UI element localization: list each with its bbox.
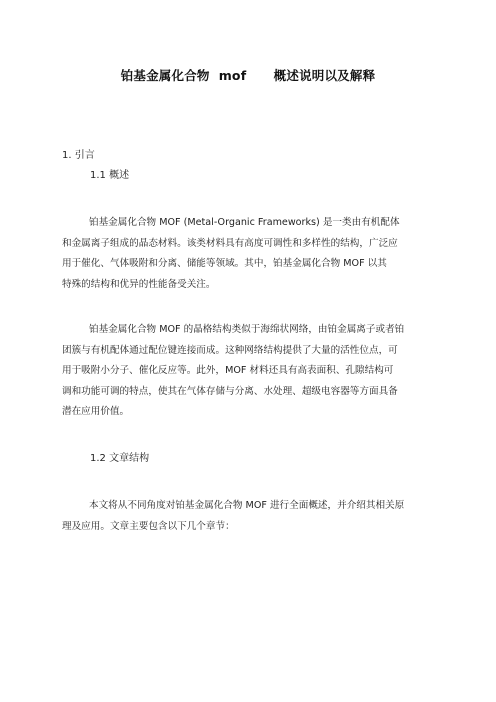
paragraph-line: 铂基金属化合物 MOF 的晶格结构类似于海绵状网络，由铂金属离子或者铂 xyxy=(89,324,405,335)
paragraph-line: 理及应用。文章主要包含以下几个章节： xyxy=(62,520,235,532)
paragraph-overview-1 xyxy=(62,213,434,295)
paragraph-line: 调和功能可调的特点，使其在气体存储与分离、水处理、超级电容器等方面具备 xyxy=(62,385,398,397)
paragraph-line: 和金属离子组成的晶态材料。该类材料具有高度可调性和多样性的结构，广泛应 xyxy=(62,237,398,249)
paragraph-overview-2 xyxy=(62,320,434,423)
paragraph-line: 潜在应用价值。 xyxy=(62,406,130,417)
section-heading-introduction: 1. 引言 xyxy=(62,150,95,161)
paragraph-line: 特殊的结构和优异的性能备受关注。 xyxy=(62,278,216,290)
document-title: 铂基金属化合物 mof 概述说明以及解释 xyxy=(120,68,376,83)
subsection-heading-overview: 1.1 概述 xyxy=(90,170,130,181)
paragraph-structure-1 xyxy=(62,496,434,537)
paragraph-line: 用于催化、气体吸附和分离、储能等领域。其中，铂基金属化合物 MOF 以其 xyxy=(62,258,387,269)
paragraph-line: 用于吸附小分子、催化反应等。此外，MOF 材料还具有高表面积、孔隙结构可 xyxy=(62,365,394,376)
paragraph-line: 团簇与有机配体通过配位键连接而成。这种网络结构提供了大量的活性位点，可 xyxy=(62,344,398,356)
paragraph-line: 铂基金属化合物 MOF (Metal-Organic Frameworks) 是一类由有机配体 xyxy=(89,217,400,228)
paragraph-line: 本文将从不同角度对铂基金属化合物 MOF 进行全面概述，并介绍其相关原 xyxy=(89,500,405,511)
subsection-heading-structure: 1.2 文章结构 xyxy=(90,453,150,464)
